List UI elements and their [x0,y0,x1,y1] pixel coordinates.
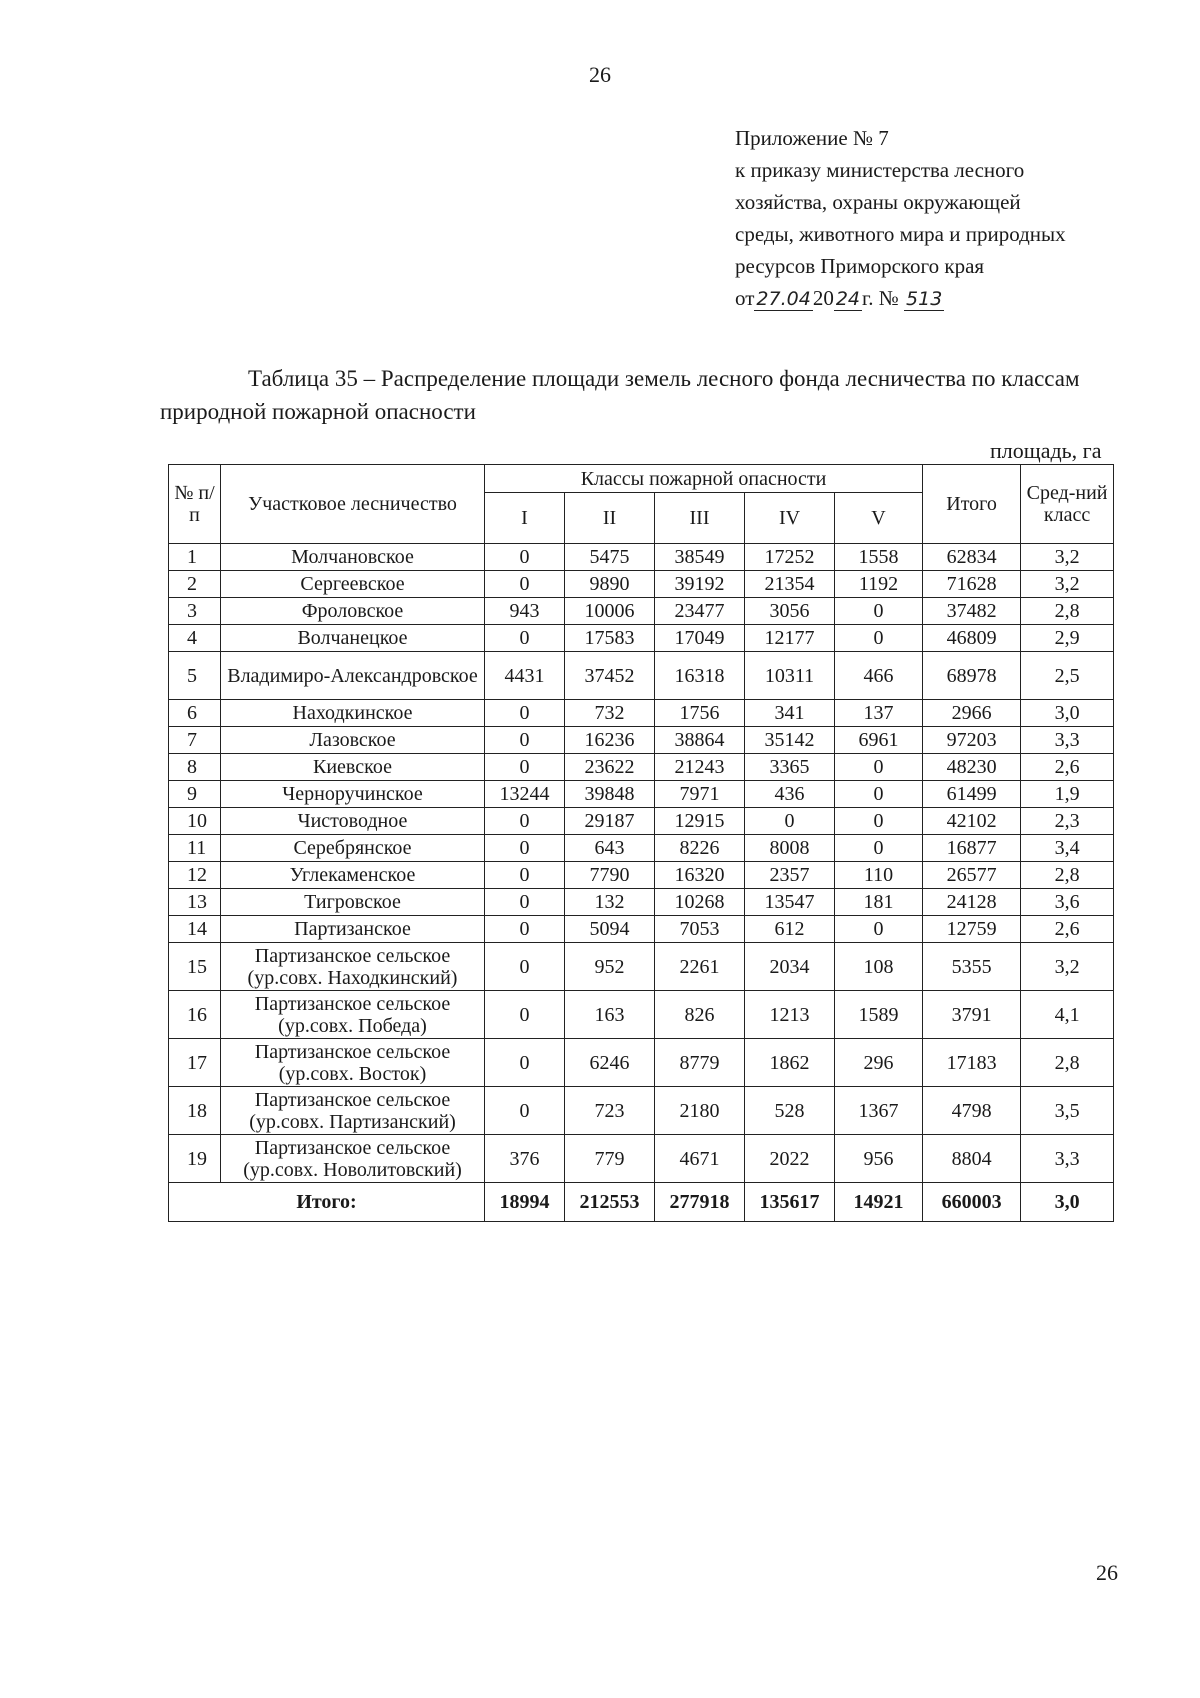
row-class-2: 39848 [565,781,655,808]
row-class-3: 8226 [655,835,745,862]
row-class-4: 2357 [745,862,835,889]
row-class-5: 0 [835,598,923,625]
row-total: 37482 [923,598,1021,625]
row-class-4: 0 [745,808,835,835]
appendix-block [735,122,1066,315]
row-class-2: 779 [565,1135,655,1183]
totals-class-1: 18994 [485,1183,565,1222]
row-class-1: 0 [485,700,565,727]
header-total: Итого [923,465,1021,544]
row-class-4: 12177 [745,625,835,652]
row-class-4: 2034 [745,943,835,991]
sig-mid: 20 [812,286,834,310]
totals-class-5: 14921 [835,1183,923,1222]
row-class-1: 0 [485,1087,565,1135]
row-class-2: 16236 [565,727,655,754]
handwritten-number: 513 [906,288,943,310]
row-class-4: 3056 [745,598,835,625]
row-total: 61499 [923,781,1021,808]
unit-label: площадь, га [990,438,1102,463]
table-row [169,808,1114,835]
table-row [169,835,1114,862]
header-avg: Сред-ний класс [1021,465,1114,544]
totals-label: Итого: [169,1183,485,1222]
totals-class-3: 277918 [655,1183,745,1222]
table-body [169,544,1114,1183]
table-row [169,862,1114,889]
row-total: 62834 [923,544,1021,571]
row-class-4: 1862 [745,1039,835,1087]
row-class-1: 0 [485,808,565,835]
row-class-4: 17252 [745,544,835,571]
row-class-5: 181 [835,889,923,916]
order-date-line [735,282,1066,315]
row-avg: 3,2 [1021,943,1114,991]
row-avg: 3,5 [1021,1087,1114,1135]
row-avg: 3,0 [1021,700,1114,727]
row-total: 17183 [923,1039,1021,1087]
row-class-2: 6246 [565,1039,655,1087]
row-class-5: 1558 [835,544,923,571]
fire-class-table [168,464,1114,1222]
row-avg: 2,5 [1021,652,1114,700]
row-class-3: 10268 [655,889,745,916]
header-forestry: Участковое лесничество [221,465,485,544]
row-class-2: 5475 [565,544,655,571]
row-number: 16 [169,991,221,1039]
row-class-5: 110 [835,862,923,889]
totals-row [169,1183,1114,1222]
row-class-4: 8008 [745,835,835,862]
row-avg: 2,3 [1021,808,1114,835]
row-class-5: 466 [835,652,923,700]
row-class-2: 163 [565,991,655,1039]
row-number: 6 [169,700,221,727]
row-number: 18 [169,1087,221,1135]
row-avg: 2,6 [1021,916,1114,943]
row-number: 11 [169,835,221,862]
row-forestry: Партизанское сельское (ур.совх. Победа) [221,991,485,1039]
row-number: 12 [169,862,221,889]
row-class-3: 16320 [655,862,745,889]
row-forestry: Тигровское [221,889,485,916]
row-class-1: 0 [485,916,565,943]
row-number: 17 [169,1039,221,1087]
row-class-3: 826 [655,991,745,1039]
row-class-5: 1589 [835,991,923,1039]
row-total: 68978 [923,652,1021,700]
row-forestry: Киевское [221,754,485,781]
row-class-2: 132 [565,889,655,916]
row-number: 4 [169,625,221,652]
row-class-3: 23477 [655,598,745,625]
row-class-2: 723 [565,1087,655,1135]
appendix-line: среды, животного мира и природных [735,222,1066,246]
row-forestry: Фроловское [221,598,485,625]
row-forestry: Молчановское [221,544,485,571]
row-class-3: 39192 [655,571,745,598]
handwritten-date: 27.04 [756,288,811,310]
row-total: 71628 [923,571,1021,598]
row-number: 15 [169,943,221,991]
row-number: 7 [169,727,221,754]
row-class-3: 2180 [655,1087,745,1135]
row-avg: 2,8 [1021,598,1114,625]
row-class-5: 956 [835,1135,923,1183]
row-avg: 1,9 [1021,781,1114,808]
table-row [169,598,1114,625]
row-class-1: 4431 [485,652,565,700]
table-row [169,781,1114,808]
row-class-2: 5094 [565,916,655,943]
row-number: 10 [169,808,221,835]
row-class-5: 0 [835,808,923,835]
row-class-2: 10006 [565,598,655,625]
row-forestry: Партизанское сельское (ур.совх. Находкинский) [221,943,485,991]
table-row [169,652,1114,700]
row-avg: 3,3 [1021,727,1114,754]
row-forestry: Сергеевское [221,571,485,598]
row-class-2: 952 [565,943,655,991]
row-class-1: 0 [485,943,565,991]
row-forestry: Владимиро-Александровское [221,652,485,700]
row-class-2: 17583 [565,625,655,652]
row-class-4: 528 [745,1087,835,1135]
row-class-4: 612 [745,916,835,943]
table-row [169,700,1114,727]
row-number: 3 [169,598,221,625]
row-avg: 3,2 [1021,571,1114,598]
header-class-4: IV [745,493,835,544]
row-class-5: 1367 [835,1087,923,1135]
row-class-1: 0 [485,835,565,862]
row-class-3: 12915 [655,808,745,835]
row-class-1: 943 [485,598,565,625]
appendix-line: хозяйства, охраны окружающей [735,190,1021,214]
row-class-1: 0 [485,571,565,598]
row-forestry: Партизанское [221,916,485,943]
row-number: 2 [169,571,221,598]
row-class-5: 0 [835,916,923,943]
table-row [169,544,1114,571]
row-class-4: 341 [745,700,835,727]
row-avg: 2,9 [1021,625,1114,652]
row-class-4: 2022 [745,1135,835,1183]
row-forestry: Находкинское [221,700,485,727]
row-class-5: 0 [835,625,923,652]
appendix-line: ресурсов Приморского края [735,254,985,278]
row-class-3: 4671 [655,1135,745,1183]
row-forestry: Лазовское [221,727,485,754]
row-total: 8804 [923,1135,1021,1183]
row-total: 2966 [923,700,1021,727]
row-forestry: Черноручинское [221,781,485,808]
row-class-1: 0 [485,544,565,571]
row-number: 8 [169,754,221,781]
header-num: № п/п [169,465,221,544]
row-class-4: 3365 [745,754,835,781]
row-class-5: 0 [835,835,923,862]
totals-class-4: 135617 [745,1183,835,1222]
row-forestry: Волчанецкое [221,625,485,652]
row-number: 9 [169,781,221,808]
row-class-2: 643 [565,835,655,862]
table-row [169,916,1114,943]
row-class-2: 37452 [565,652,655,700]
row-class-1: 13244 [485,781,565,808]
table-row [169,943,1114,991]
row-class-2: 29187 [565,808,655,835]
row-class-4: 13547 [745,889,835,916]
row-class-3: 21243 [655,754,745,781]
table-row [169,571,1114,598]
table-row [169,1087,1114,1135]
row-total: 97203 [923,727,1021,754]
row-forestry: Партизанское сельское (ур.совх. Новолитовский) [221,1135,485,1183]
row-class-4: 1213 [745,991,835,1039]
row-number: 14 [169,916,221,943]
row-total: 42102 [923,808,1021,835]
row-forestry: Чистоводное [221,808,485,835]
row-forestry: Партизанское сельское (ур.совх. Восток) [221,1039,485,1087]
row-total: 26577 [923,862,1021,889]
row-class-5: 296 [835,1039,923,1087]
row-avg: 2,8 [1021,862,1114,889]
row-class-5: 0 [835,754,923,781]
row-class-3: 17049 [655,625,745,652]
row-class-1: 0 [485,1039,565,1087]
row-total: 4798 [923,1087,1021,1135]
row-class-2: 7790 [565,862,655,889]
row-class-4: 10311 [745,652,835,700]
row-class-1: 0 [485,727,565,754]
row-avg: 3,4 [1021,835,1114,862]
row-total: 48230 [923,754,1021,781]
appendix-line: Приложение № 7 [735,126,889,150]
row-forestry: Партизанское сельское (ур.совх. Партизанский) [221,1087,485,1135]
row-total: 5355 [923,943,1021,991]
table-row [169,1135,1114,1183]
row-forestry: Серебрянское [221,835,485,862]
row-class-1: 0 [485,754,565,781]
row-total: 16877 [923,835,1021,862]
row-class-3: 7053 [655,916,745,943]
row-class-5: 108 [835,943,923,991]
row-class-1: 376 [485,1135,565,1183]
row-number: 19 [169,1135,221,1183]
row-class-5: 1192 [835,571,923,598]
header-class-1: I [485,493,565,544]
row-class-5: 6961 [835,727,923,754]
row-class-3: 38549 [655,544,745,571]
row-class-5: 137 [835,700,923,727]
row-avg: 3,2 [1021,544,1114,571]
row-class-3: 7971 [655,781,745,808]
totals-avg: 3,0 [1021,1183,1114,1222]
row-class-4: 35142 [745,727,835,754]
row-avg: 3,3 [1021,1135,1114,1183]
totals-total: 660003 [923,1183,1021,1222]
header-class-2: II [565,493,655,544]
row-class-1: 0 [485,991,565,1039]
row-number: 13 [169,889,221,916]
row-class-5: 0 [835,781,923,808]
row-avg: 4,1 [1021,991,1114,1039]
row-class-3: 16318 [655,652,745,700]
page-number-top: 26 [589,62,611,87]
row-forestry: Углекаменское [221,862,485,889]
table-row [169,1039,1114,1087]
table-row [169,991,1114,1039]
row-class-1: 0 [485,625,565,652]
appendix-line: к приказу министерства лесного [735,158,1025,182]
row-avg: 2,8 [1021,1039,1114,1087]
totals-class-2: 212553 [565,1183,655,1222]
row-class-2: 9890 [565,571,655,598]
handwritten-year: 24 [835,288,860,310]
row-class-1: 0 [485,862,565,889]
table-title: Таблица 35 – Распределение площади земель лесного фонда лесничества по классам природной пожарной опасности [160,366,1080,424]
row-class-2: 23622 [565,754,655,781]
row-number: 5 [169,652,221,700]
row-class-1: 0 [485,889,565,916]
row-class-3: 1756 [655,700,745,727]
table-row [169,727,1114,754]
row-class-3: 8779 [655,1039,745,1087]
row-total: 24128 [923,889,1021,916]
row-total: 3791 [923,991,1021,1039]
sig-prefix: от [735,286,755,310]
row-class-3: 2261 [655,943,745,991]
row-number: 1 [169,544,221,571]
sig-suffix: г. № [862,286,899,310]
header-class-3: III [655,493,745,544]
row-avg: 2,6 [1021,754,1114,781]
header-classes: Классы пожарной опасности [485,465,923,493]
table-row [169,754,1114,781]
row-class-4: 21354 [745,571,835,598]
table-row [169,889,1114,916]
row-total: 46809 [923,625,1021,652]
row-avg: 3,6 [1021,889,1114,916]
row-class-4: 436 [745,781,835,808]
row-total: 12759 [923,916,1021,943]
table-row [169,625,1114,652]
row-class-2: 732 [565,700,655,727]
row-class-3: 38864 [655,727,745,754]
page-number-bottom: 26 [1096,1560,1118,1585]
header-class-5: V [835,493,923,544]
